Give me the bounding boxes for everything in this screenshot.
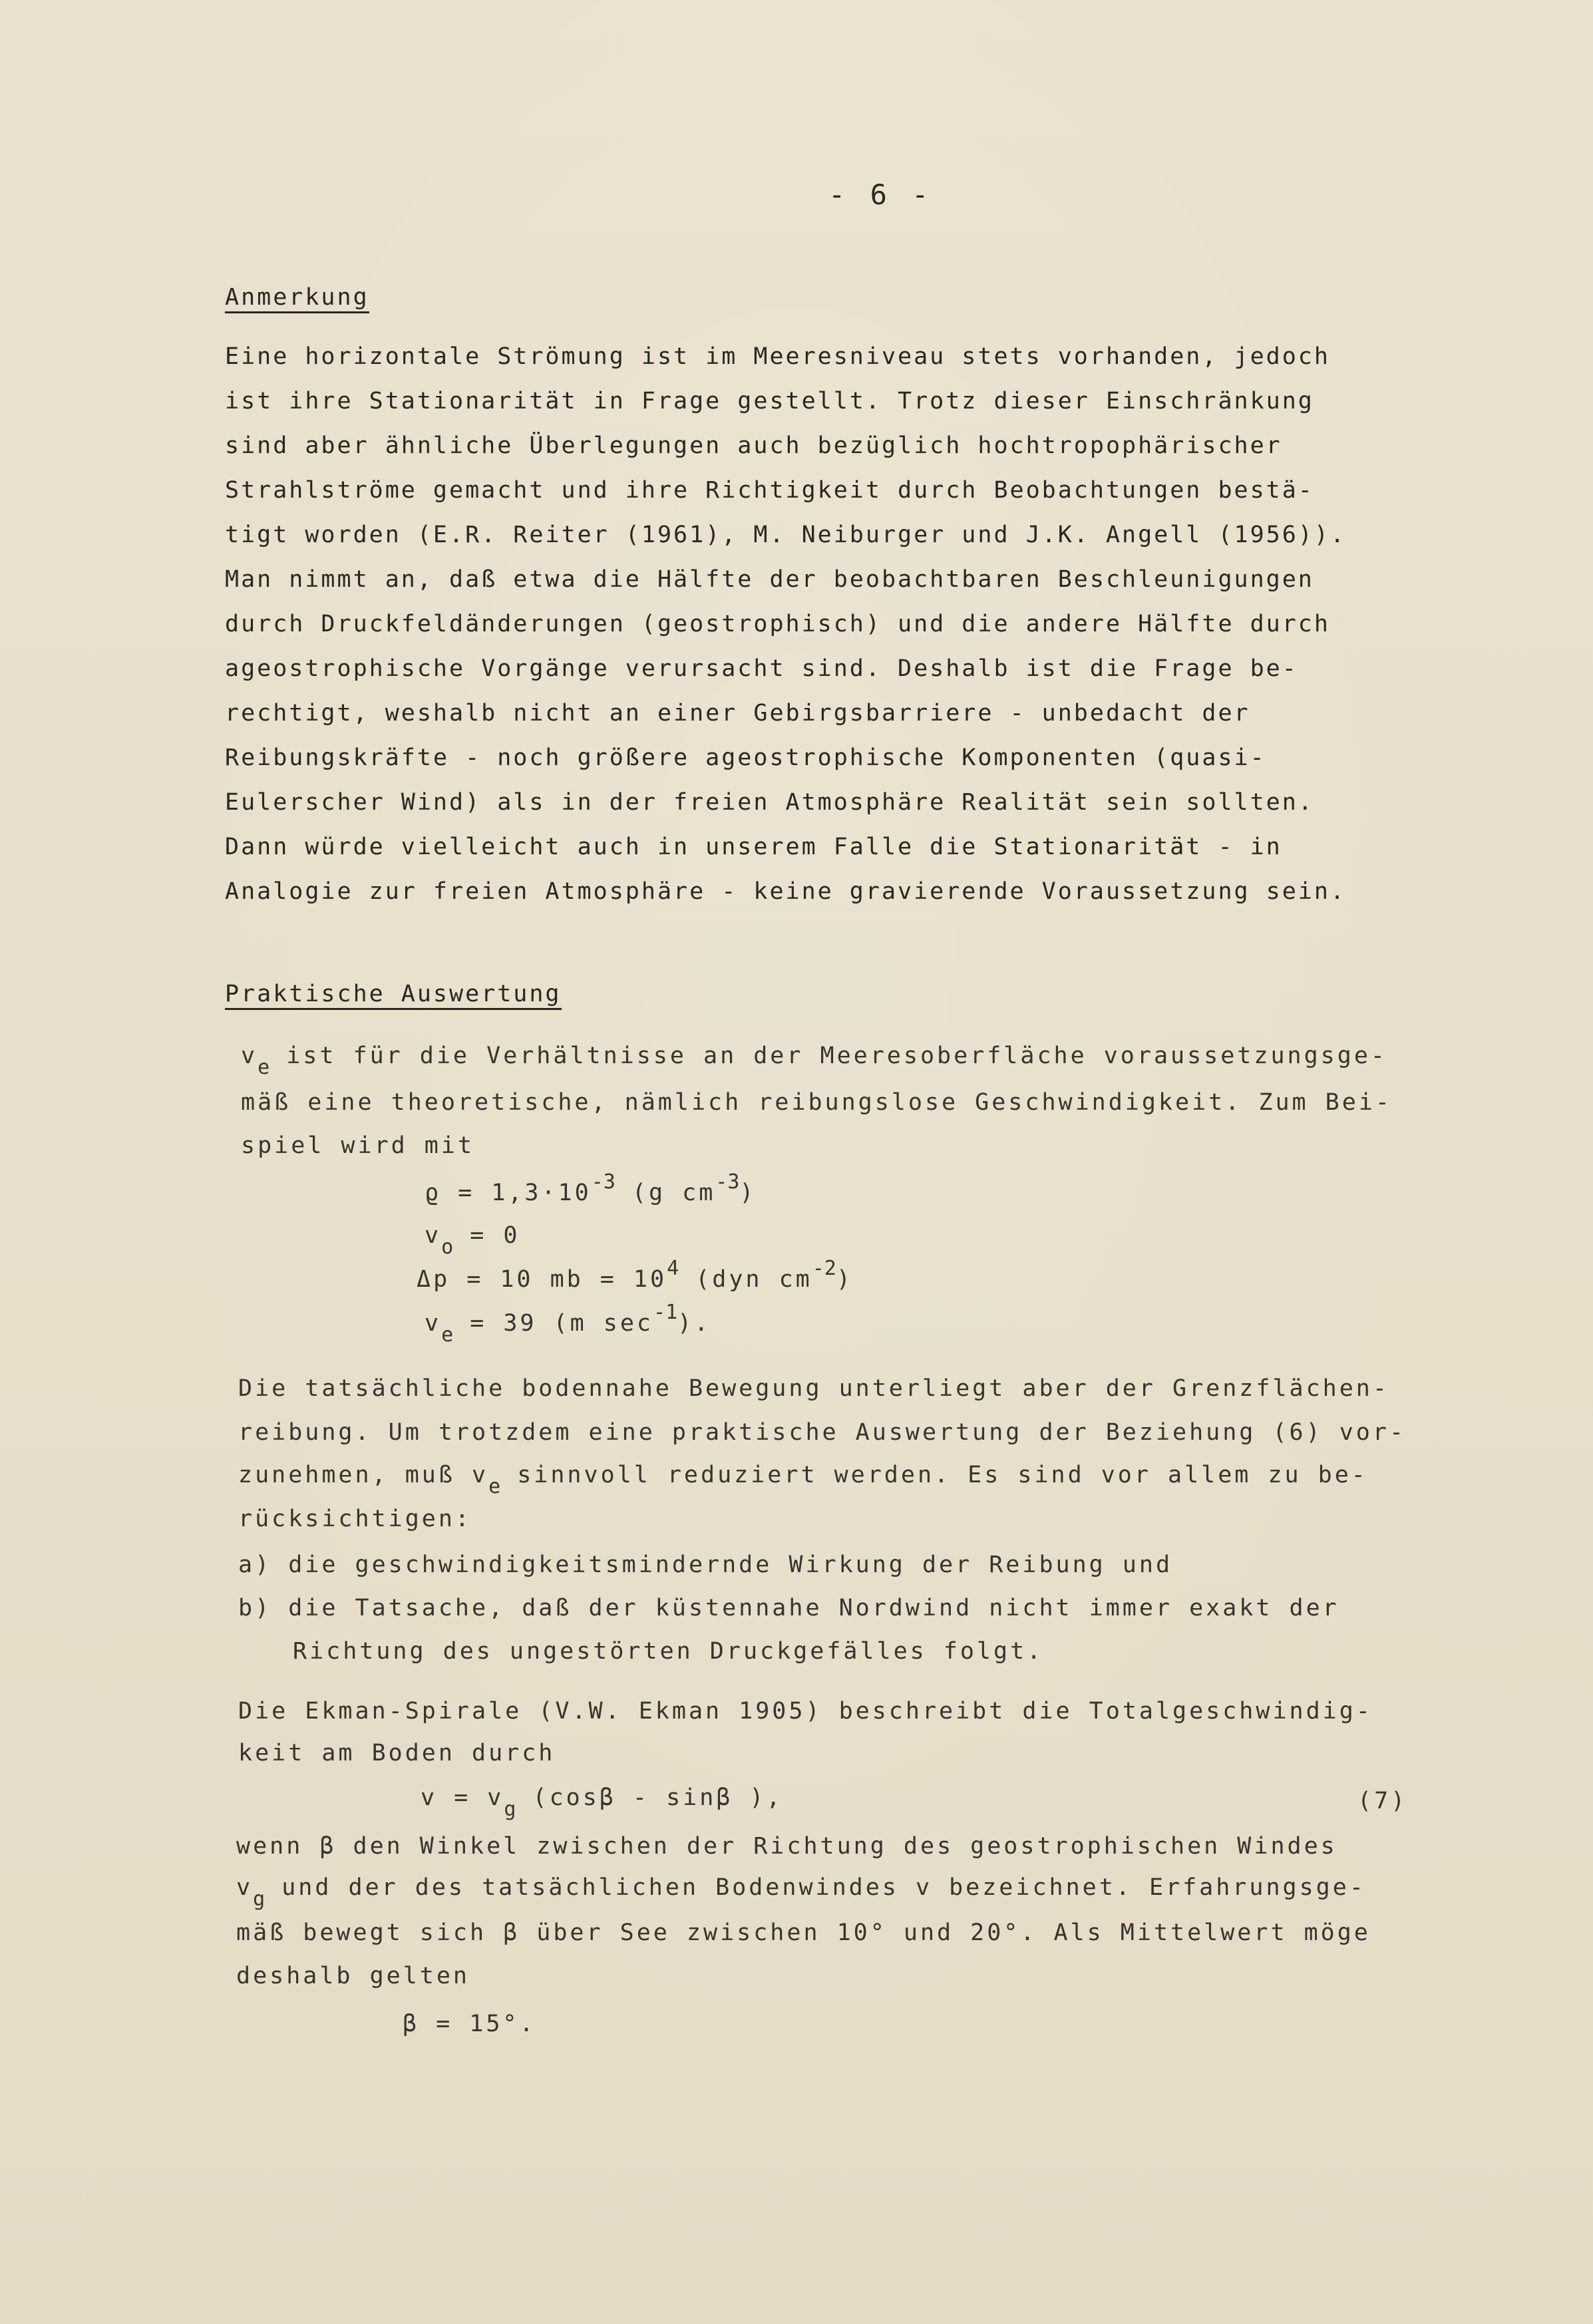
body-line: durch Druckfeldänderungen (geostrophisch) und die andere Hälfte durch — [225, 611, 1330, 637]
subscript: g — [504, 1798, 516, 1821]
text-run: zunehmen, muß v — [238, 1462, 489, 1488]
body-line: Eine horizontale Strömung ist im Meeresniveau stets vorhanden, jedoch — [225, 343, 1330, 370]
superscript: -3 — [591, 1170, 616, 1194]
body-line: mäß bewegt sich β über See zwischen 10° und 20°. Als Mittelwert möge — [236, 1919, 1371, 1946]
text-run: (dyn cm — [695, 1266, 812, 1293]
body-line: Analogie zur freien Atmosphäre - keine gravierende Voraussetzung sein. — [225, 878, 1347, 905]
symbol-v: v — [236, 1874, 254, 1901]
subscript: o — [441, 1236, 454, 1259]
text-run: ϱ = 1,3·10 — [425, 1180, 592, 1206]
body-line: ist ihre Stationarität in Frage gestellt. Trotz dieser Einschränkung — [225, 388, 1314, 415]
text-run: v = v — [421, 1784, 504, 1811]
body-line: deshalb gelten — [236, 1963, 470, 1989]
body-line: rechtigt, weshalb nicht an einer Gebirgsbarriere - unbedacht der — [225, 700, 1250, 727]
body-line: Die Ekman-Spirale (V.W. Ekman 1905) beschreibt die Totalgeschwindig- — [238, 1698, 1373, 1725]
body-line: sind aber ähnliche Überlegungen auch bezüglich hochtropophärischer — [225, 432, 1282, 459]
text-run: und der des tatsächlichen Bodenwindes v bezeichnet. Erfahrungsge- — [281, 1874, 1366, 1901]
section-heading-anmerkung: Anmerkung — [225, 286, 369, 313]
text-run: (cosβ - sinβ ), — [532, 1784, 783, 1811]
body-line: rücksichtigen: — [238, 1506, 472, 1532]
equation-rho — [425, 1170, 757, 1206]
body-line: Die tatsächliche bodennahe Bewegung unterliegt aber der Grenzflächen- — [238, 1375, 1389, 1402]
body-line: Man nimmt an, daß etwa die Hälfte der beobachtbaren Beschleunigungen — [225, 566, 1314, 593]
body-line: mäß eine theoretische, nämlich reibungslose Geschwindigkeit. Zum Bei- — [241, 1089, 1392, 1116]
body-line: wenn β den Winkel zwischen der Richtung des geostrophischen Windes — [236, 1833, 1337, 1860]
list-item-a: a) die geschwindigkeitsmindernde Wirkung der Reibung und — [238, 1552, 1173, 1578]
equation-delta-p — [417, 1257, 853, 1293]
text-run: Δp = 10 mb = 10 — [417, 1266, 667, 1293]
text-run: ). — [677, 1310, 711, 1337]
body-line: Strahlströme gemacht und ihre Richtigkeit durch Beobachtungen bestä- — [225, 477, 1314, 504]
text-run: (g cm — [631, 1180, 716, 1206]
body-line — [238, 1462, 1368, 1498]
superscript: -2 — [812, 1257, 836, 1280]
body-line: Reibungskräfte - noch größere ageostrophische Komponenten (quasi- — [225, 745, 1266, 771]
superscript: -1 — [653, 1301, 678, 1324]
body-line: tigt worden (E.R. Reiter (1961), M. Neiburger und J.K. Angell (1956)). — [225, 522, 1347, 548]
body-line — [236, 1874, 1366, 1911]
body-line: keit am Boden durch — [238, 1740, 556, 1766]
list-item-b: b) die Tatsache, daß der küstennahe Nordwind nicht immer exakt der — [238, 1595, 1339, 1621]
text-run: sinnvoll reduziert werden. Es sind vor allem zu be- — [517, 1462, 1368, 1488]
body-line: Eulerscher Wind) als in der freien Atmosphäre Realität sein sollten. — [225, 789, 1314, 816]
equation-beta: β = 15°. — [403, 2011, 536, 2037]
superscript: 4 — [667, 1257, 679, 1280]
text-run: ) — [836, 1266, 853, 1293]
page-number: - 6 - — [828, 178, 933, 211]
text-run: = 39 (m sec — [470, 1310, 654, 1337]
body-line: spiel wird mit — [241, 1132, 475, 1159]
subscript: g — [253, 1888, 266, 1911]
body-line: ageostrophische Vorgänge verursacht sind. Deshalb ist die Frage be- — [225, 655, 1298, 682]
equation-number: (7) — [1357, 1788, 1408, 1814]
body-line: reibung. Um trotzdem eine praktische Auswertung der Beziehung (6) vor- — [238, 1419, 1407, 1446]
subscript: e — [258, 1056, 270, 1079]
symbol-v: v — [425, 1310, 442, 1337]
symbol-v: v — [425, 1222, 442, 1249]
equation-ve — [425, 1301, 711, 1347]
body-line: Dann würde vielleicht auch in unserem Falle die Stationarität - in — [225, 834, 1282, 860]
text-run: ist für die Verhältnisse an der Meeresoberfläche voraussetzungsge- — [286, 1043, 1387, 1069]
text-run: ) — [739, 1180, 757, 1206]
superscript: -3 — [715, 1170, 740, 1194]
section-heading-praktische-auswertung: Praktische Auswertung — [225, 983, 562, 1010]
list-item-b-continuation: Richtung des ungestörten Druckgefälles folgt. — [293, 1638, 1044, 1665]
text-run: = 0 — [470, 1222, 520, 1249]
equation-vo — [425, 1222, 520, 1259]
symbol-v: v — [241, 1043, 258, 1069]
subscript: e — [441, 1323, 454, 1347]
equation-7 — [421, 1784, 783, 1821]
body-line — [241, 1043, 1387, 1079]
subscript: e — [488, 1475, 501, 1498]
